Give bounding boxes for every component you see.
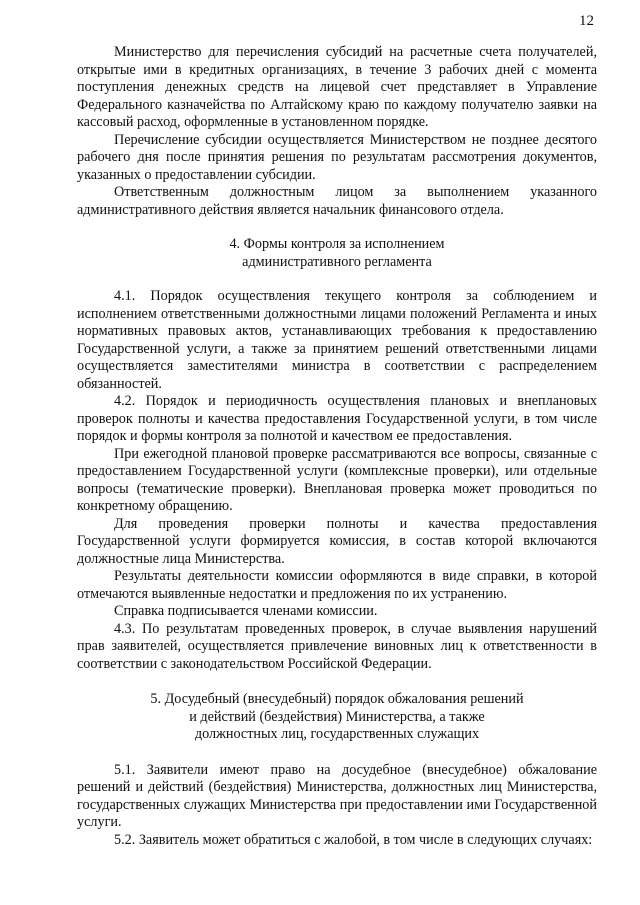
paragraph-commission-formed: Для проведения проверки полноты и качества предоставления Государственной услуги формируется комиссия, в состав которой включаются должностные лица Министерства. xyxy=(77,515,597,567)
paragraph-responsible-official: Ответственным должностным лицом за выполнением указанного административного действия является начальник финансового отдела. xyxy=(77,184,597,218)
section-5-content xyxy=(77,762,597,850)
paragraph-subsidy-transfer: Министерство для перечисления субсидий на расчетные счета получателей, открытые ими в кредитных организациях, в течение 3 рабочих дней с момента поступления денежных средств на лицевой счет представляет в Управление Федерального казначейства по Алтайскому краю по каждому получателю заявки на кассовый расход, оформленные в установленном порядке. xyxy=(77,44,597,130)
section-5-heading-line-2: и действий (бездействия) Министерства, а также xyxy=(189,708,485,725)
paragraph-4-2: 4.2. Порядок и периодичность осуществления плановых и внеплановых проверок полноты и качества предоставления Государственной услуги, в том числе порядок и формы контроля за полнотой и качеством ее предоставления. xyxy=(77,393,597,444)
section-5-heading xyxy=(77,691,597,744)
paragraph-4-3: 4.3. По результатам проведенных проверок, в случае выявления нарушений прав заявителей, осуществляется привлечение виновных лиц к ответственности в соответствии с законодательством Российской Федерации. xyxy=(77,620,597,672)
paragraph-5-2: 5.2. Заявитель может обратиться с жалобой, в том числе в следующих случаях: xyxy=(114,831,593,848)
section-4-heading-line-1: 4. Формы контроля за исполнением xyxy=(229,236,445,252)
section-4-heading-line-2: административного регламента xyxy=(242,253,432,270)
page-number: 12 xyxy=(579,13,594,29)
paragraph-subsidy-deadline: Перечисление субсидии осуществляется Министерством не позднее десятого рабочего дня после принятия решения по результатам рассмотрения документов, указанных о предоставлении субсидии. xyxy=(77,131,597,183)
section-4-content xyxy=(77,288,597,673)
section-5-heading-line-1: 5. Досудебный (внесудебный) порядок обжалования решений xyxy=(150,691,524,707)
paragraph-4-1: 4.1. Порядок осуществления текущего контроля за соблюдением и исполнением ответственными должностными лицами положений Регламента и иных нормативных правовых актов, устанавливающих требования к предоставлению Государственной услуги, а также за принятием решений ответственными лицами осуществляется заместителями министра в соответствии с распределением обязанностей. xyxy=(77,288,597,392)
document-body xyxy=(77,44,597,849)
section-4-heading xyxy=(77,236,597,271)
section-5-heading-line-3: должностных лиц, государственных служащих xyxy=(194,726,480,742)
paragraph-report-signed: Справка подписывается членами комиссии. xyxy=(114,603,378,619)
paragraph-5-1: 5.1. Заявители имеют право на досудебное (внесудебное) обжалование решений и действий (бездействия) Министерства, должностных лиц Министерства, государственных служащих Министерства при предоставлении ими Государственной услуги. xyxy=(77,761,597,830)
paragraph-commission-results: Результаты деятельности комиссии оформляются в виде справки, в которой отмечаются выявленные недостатки и предложения по их устранению. xyxy=(77,568,597,602)
paragraph-annual-inspection: При ежегодной плановой проверке рассматриваются все вопросы, связанные с предоставлением Государственной услуги (комплексные проверки), или отдельные вопросы (тематические проверки). Внеплановая проверка может проводиться по конкретному обращению. xyxy=(77,445,597,514)
